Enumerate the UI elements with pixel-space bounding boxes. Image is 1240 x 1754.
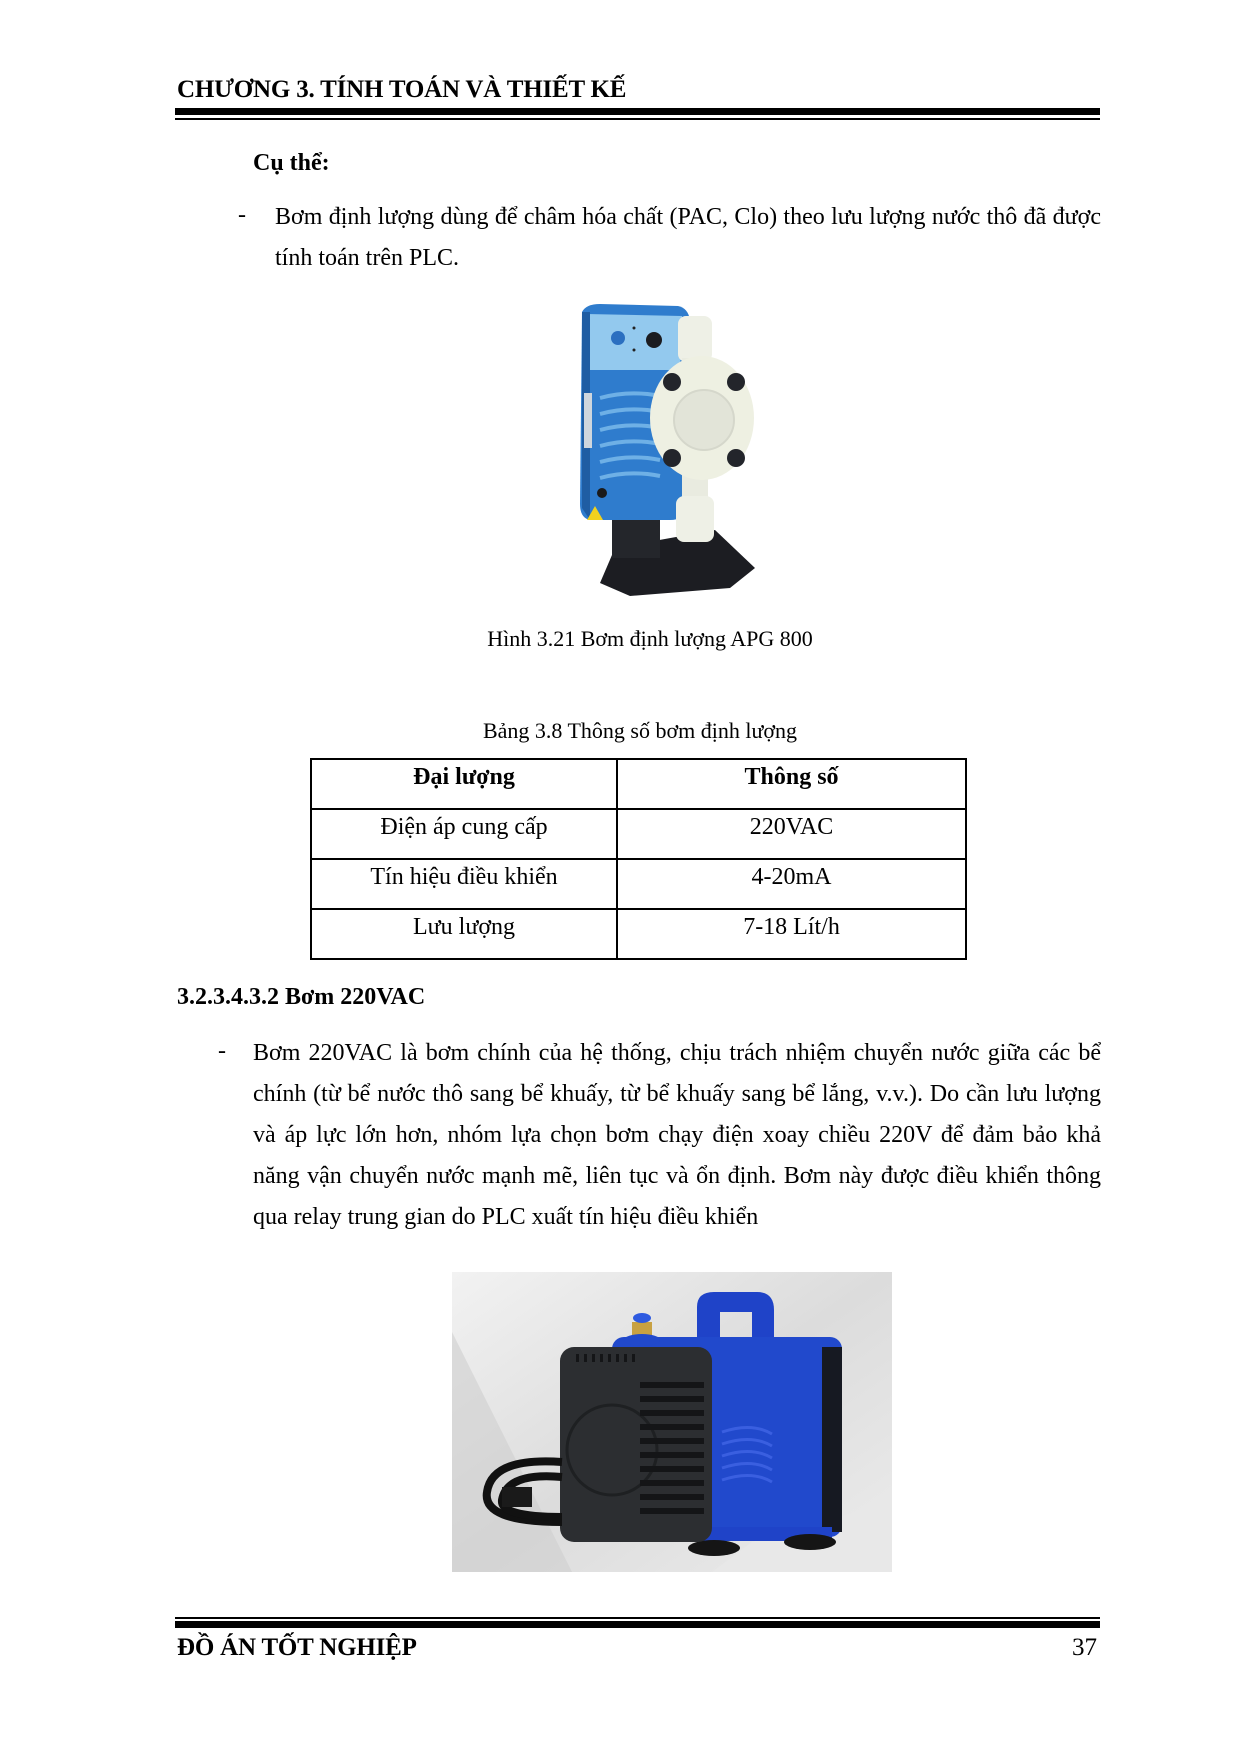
dosing-pump-spec-table: [310, 758, 967, 960]
table-row: [311, 809, 966, 859]
dosing-pump-image: [560, 298, 760, 598]
table-caption: Bảng 3.8 Thông số bơm định lượng: [482, 718, 798, 743]
section-heading-specific: Cụ thể:: [253, 150, 330, 176]
footer-rule-thin: [175, 1617, 1100, 1619]
table-cell: 220VAC: [617, 809, 966, 859]
header-rule-thin: [175, 118, 1100, 120]
pump-220vac-illustration: [452, 1272, 892, 1572]
table-header-row: [311, 759, 966, 809]
dosing-pump-illustration: [560, 298, 760, 598]
table-row: [311, 909, 966, 959]
table-cell: Điện áp cung cấp: [311, 809, 617, 859]
table-cell: Tín hiệu điều khiển: [311, 859, 617, 909]
bullet-marker: -: [218, 1038, 226, 1064]
bullet-text-dosing-pump: Bơm định lượng dùng để châm hóa chất (PAC, Clo) theo lưu lượng nước thô đã được tính toán trên PLC.: [275, 204, 1101, 271]
footer-rule-thick: [175, 1621, 1100, 1628]
table-cell: 7-18 Lít/h: [617, 909, 966, 959]
bullet-text-pump-220vac: Bơm 220VAC là bơm chính của hệ thống, chịu trách nhiệm chuyển nước giữa các bể chính (từ bể nước thô sang bể khuấy, từ bể khuấy sang bể lắng, v.v.). Do cần lưu lượng và áp lực lớn hơn, nhóm lựa chọn bơm chạy điện xoay chiều 220V để đảm bảo khả năng vận chuyển nước mạnh mẽ, liên tục và ổn định. Bơm này được điều khiển thông qua relay trung gian do PLC xuất tín hiệu điều khiển: [253, 1040, 1101, 1230]
table-cell: Lưu lượng: [311, 909, 617, 959]
header-rule-thick: [175, 108, 1100, 115]
section-heading-pump-220vac: 3.2.3.4.3.2 Bơm 220VAC: [177, 984, 426, 1010]
bullet-marker: -: [238, 202, 246, 228]
table-row: [311, 859, 966, 909]
figure-caption-dosing-pump: Hình 3.21 Bơm định lượng APG 800: [487, 626, 813, 651]
pump-220vac-image: [452, 1272, 892, 1572]
table-header-cell: Đại lượng: [311, 759, 617, 809]
table-cell: 4-20mA: [617, 859, 966, 909]
table-header-cell: Thông số: [617, 759, 966, 809]
footer-title: ĐỒ ÁN TỐT NGHIỆP: [177, 1634, 417, 1661]
page-number: 37: [1072, 1634, 1097, 1661]
chapter-header-title: CHƯƠNG 3. TÍNH TOÁN VÀ THIẾT KẾ: [177, 76, 627, 103]
